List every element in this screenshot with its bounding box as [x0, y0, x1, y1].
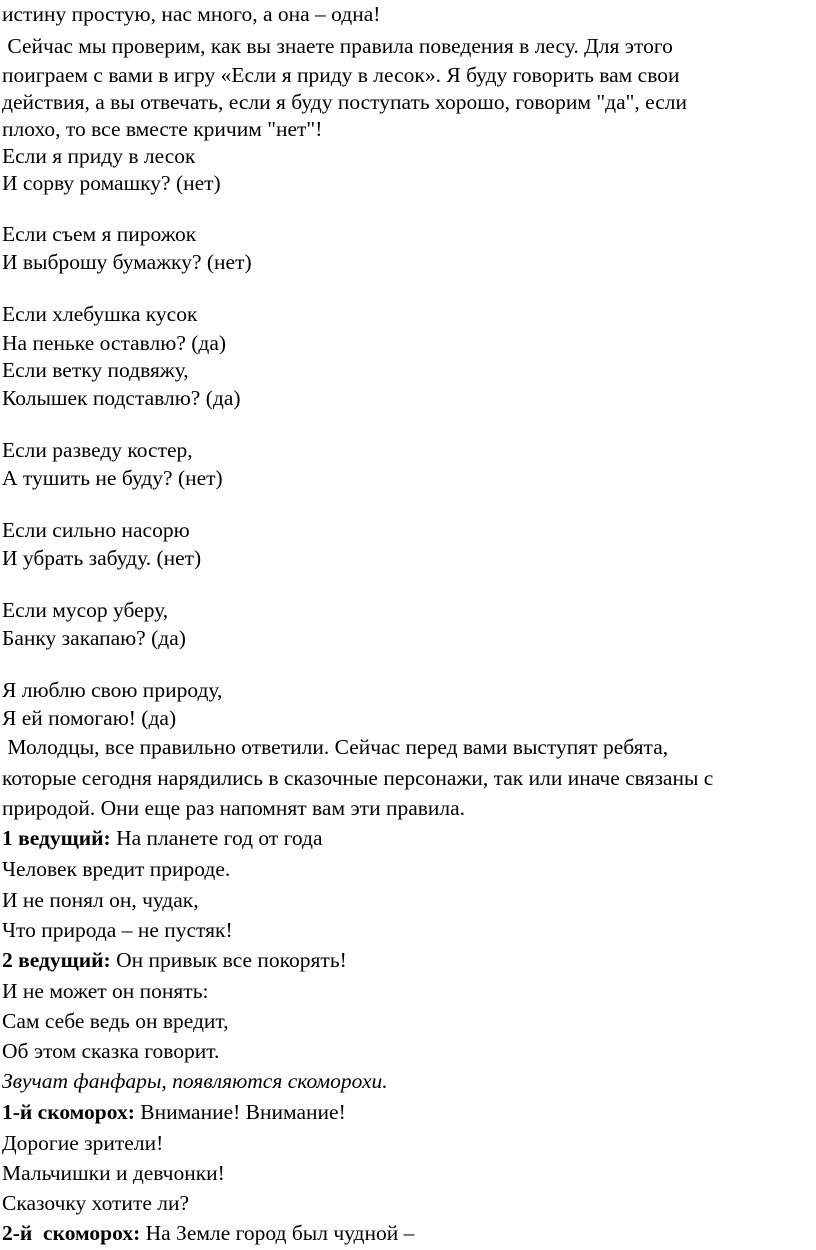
text-line: И не понял он, чудак,: [2, 888, 199, 912]
text-line: Мальчишки и девчонки!: [2, 1161, 225, 1185]
text-line: Если я приду в лесок: [2, 144, 196, 168]
text-line: которые сегодня нарядились в сказочные персонажи, так или иначе связаны с: [2, 766, 714, 790]
text-line: истину простую, нас много, а она – одна!: [2, 2, 381, 26]
speaker-label: 1 ведущий:: [2, 826, 111, 850]
text-line: И сорву ромашку? (нет): [2, 171, 221, 195]
dialogue-text: На планете год от года: [110, 826, 323, 850]
text-line: Колышек подставлю? (да): [2, 386, 241, 410]
dialogue-text: Внимание! Внимание!: [134, 1100, 346, 1124]
text-line: поиграем с вами в игру «Если я приду в лесок». Я буду говорить вам свои: [2, 63, 680, 87]
text-line: Сам себе ведь он вредит,: [2, 1009, 229, 1033]
dialogue-text: Он привык все покорять!: [110, 948, 347, 972]
dialogue-line: [2, 946, 347, 975]
speaker-label: 1-й скоморох:: [2, 1100, 135, 1124]
text-line: Если съем я пирожок: [2, 222, 197, 246]
text-line: действия, а вы отвечать, если я буду поступать хорошо, говорим "да", если: [2, 90, 687, 114]
text-line: Я ей помогаю! (да): [2, 706, 177, 730]
text-line: И убрать забуду. (нет): [2, 546, 202, 570]
speaker-label: 2-й скоморох:: [2, 1221, 141, 1245]
text-line: Что природа – не пустяк!: [2, 918, 233, 942]
text-line: Банку закапаю? (да): [2, 626, 186, 650]
text-line: Об этом сказка говорит.: [2, 1039, 220, 1063]
text-line: Если хлебушка кусок: [2, 302, 198, 326]
text-line: Я люблю свою природу,: [2, 678, 223, 702]
dialogue-line: [2, 824, 323, 853]
text-line: Если ветку подвяжу,: [2, 358, 189, 382]
text-line: Человек вредит природе.: [2, 857, 231, 881]
text-line: природой. Они еще раз напомнят вам эти правила.: [2, 796, 466, 820]
text-line: Если мусор уберу,: [2, 598, 169, 622]
dialogue-text: На Земле город был чудной –: [140, 1221, 415, 1245]
dialogue-line: [2, 1098, 346, 1127]
speaker-label: 2 ведущий:: [2, 948, 111, 972]
dialogue-line: [2, 1219, 414, 1248]
text-line: Если сильно насорю: [2, 518, 190, 542]
text-line: Дорогие зрители!: [2, 1131, 164, 1155]
text-line: И не может он понять:: [2, 979, 209, 1003]
text-line: Сейчас мы проверим, как вы знаете правила поведения в лесу. Для этого: [2, 34, 673, 58]
text-line: И выброшу бумажку? (нет): [2, 250, 252, 274]
text-line: А тушить не буду? (нет): [2, 466, 223, 490]
text-line: Молодцы, все правильно ответили. Сейчас перед вами выступят ребята,: [2, 735, 669, 759]
text-line: Сказочку хотите ли?: [2, 1191, 190, 1215]
text-line: Если разведу костер,: [2, 438, 193, 462]
text-line: плохо, то все вместе кричим "нет"!: [2, 117, 323, 141]
stage-direction: Звучат фанфары, появляются скоморохи.: [2, 1069, 388, 1093]
text-line: На пеньке оставлю? (да): [2, 331, 227, 355]
